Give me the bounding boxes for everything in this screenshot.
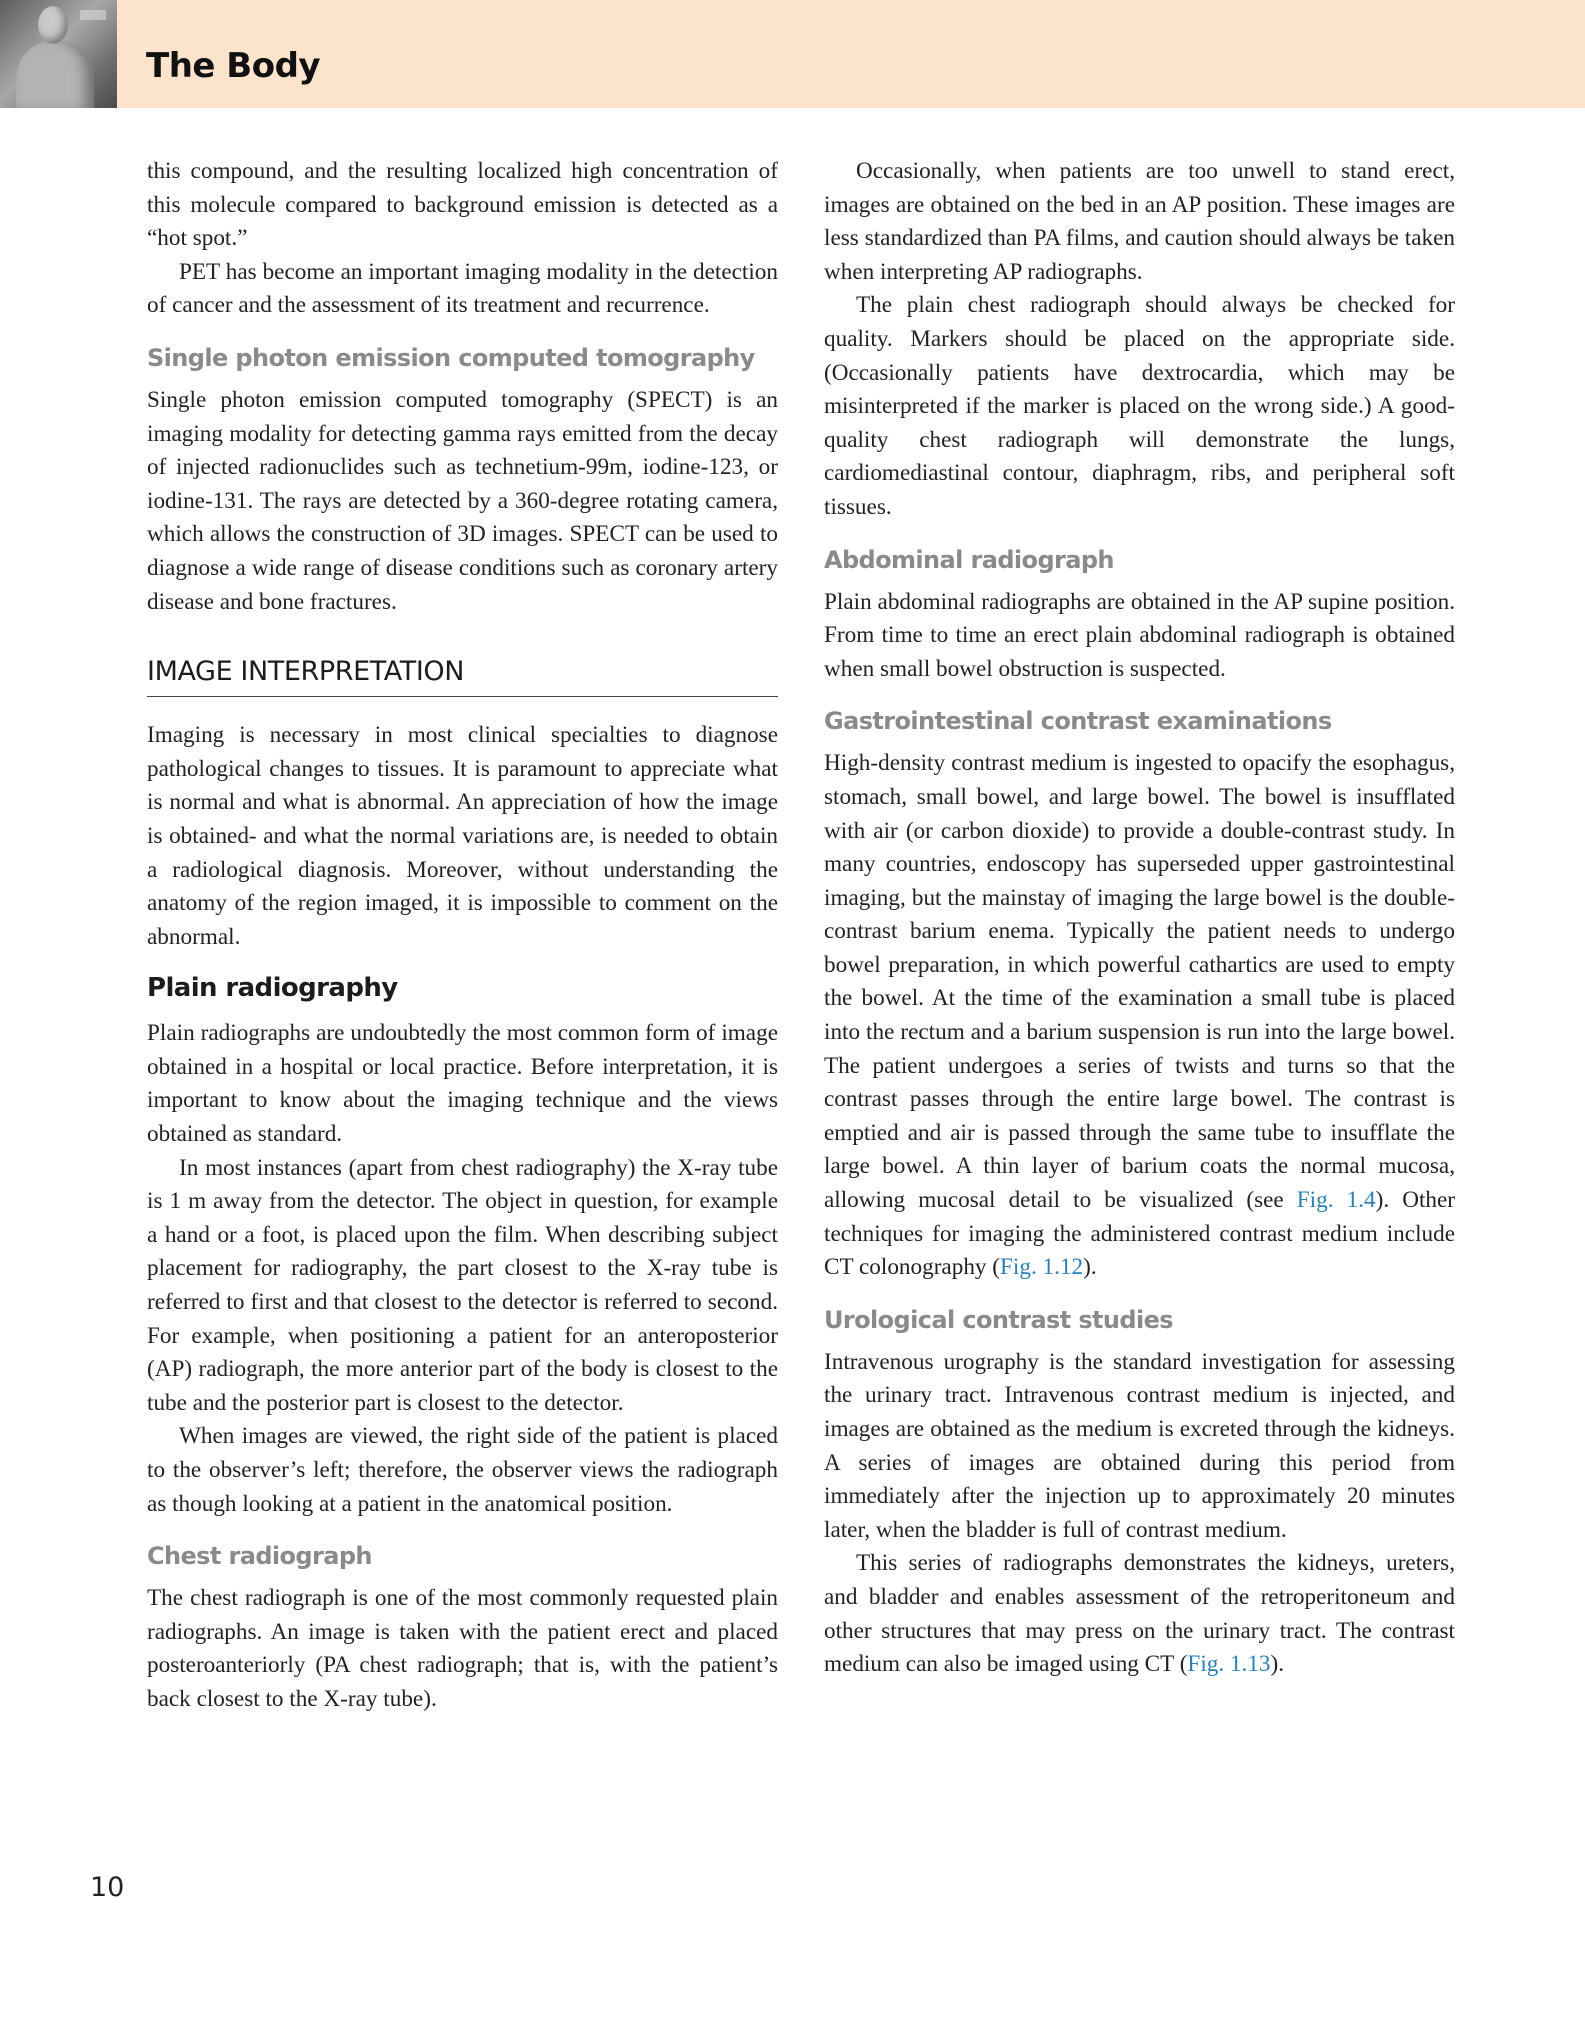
main-section-heading: IMAGE INTERPRETATION	[147, 655, 778, 697]
section-heading: Plain radiography	[147, 973, 398, 1004]
paragraph: The plain chest radiograph should always be checked for quality. Markers should be placed on the appropriate side. (Occasionally patients have dextrocardia, which may be misinterpreted if the marker is placed on the wrong side.) A good-quality chest radiograph will demonstrate the lungs, cardiomediastinal contour, diaphragm, ribs, and peripheral soft tissues.	[824, 292, 1455, 520]
human-figure-icon	[0, 0, 117, 108]
paragraph: In most instances (apart from chest radiography) the X-ray tube is 1 m away from the detector. The object in question, for example a hand or a foot, is placed upon the film. When describing subject placement for radiography, the part closest to the X-ray tube is referred to first and that closest to the detector is referred to second. For example, when positioning a patient for an anteroposterior (AP) radiograph, the more anterior part of the body is closest to the tube and the posterior part is closest to the detector.	[147, 1154, 778, 1416]
paragraph: Intravenous urography is the standard investigation for assessing the urinary tract. Intravenous contrast medium is injected, and images are obtained as the medium is excreted through the kidneys. A series of images are obtained during this period from immediately after the injection up to approximately 20 minutes later, when the bladder is full of contrast medium.	[824, 1348, 1455, 1543]
figure-link[interactable]: Fig. 1.13	[1187, 1651, 1271, 1678]
section-heading: Abdominal radiograph	[824, 545, 1114, 574]
right-column	[824, 155, 1455, 1682]
page-number: 10	[90, 1872, 125, 1903]
paragraph: Plain radiographs are undoubtedly the most common form of image obtained in a hospital or local practice. Before interpretation, it is important to know about the imaging technique and the views obtained as standard.	[147, 1020, 778, 1148]
figure-link[interactable]: Fig. 1.12	[1000, 1254, 1084, 1281]
paragraph-text: ). Other techniques for imaging the administered contrast medium include CT colonography (	[824, 1187, 1455, 1281]
section-heading: Urological contrast studies	[824, 1305, 1173, 1334]
figure-link[interactable]: Fig. 1.4	[1296, 1187, 1376, 1214]
paragraph: PET has become an important imaging modality in the detection of cancer and the assessment of its treatment and recurrence.	[147, 258, 778, 319]
page-header	[0, 0, 1585, 108]
paragraph: this compound, and the resulting localized high concentration of this molecule compared to background emission is detected as a “hot spot.”	[147, 158, 778, 252]
paragraph: Single photon emission computed tomography (SPECT) is an imaging modality for detecting gamma rays emitted from the decay of injected radionuclides such as technetium-99m, iodine-123, or iodine-131. The rays are detected by a 360-degree rotating camera, which allows the construction of 3D images. SPECT can be used to diagnose a wide range of disease conditions such as coronary artery disease and bone fractures.	[147, 386, 778, 615]
paragraph	[824, 1547, 1455, 1681]
paragraph: When images are viewed, the right side of the patient is placed to the observer’s left; therefore, the observer views the radiograph as though looking at a patient in the anatomical position.	[147, 1423, 778, 1517]
paragraph-text: This series of radiographs demonstrates the kidneys, ureters, and bladder and enables assessment of the retroperitoneum and other structures that may press on the urinary tract. The contrast medium can also be imaged using CT (	[824, 1550, 1455, 1678]
section-heading: Single photon emission computed tomography	[147, 343, 755, 372]
paragraph: Occasionally, when patients are too unwell to stand erect, images are obtained on the bed in an AP position. These images are less standardized than PA films, and caution should always be taken when interpreting AP radiographs.	[824, 158, 1455, 285]
chapter-title: The Body	[146, 46, 321, 86]
left-column	[147, 155, 778, 1717]
section-heading: Chest radiograph	[147, 1542, 372, 1571]
paragraph	[824, 747, 1455, 1285]
paragraph: The chest radiograph is one of the most commonly requested plain radiographs. An image is taken with the patient erect and placed posteroanteriorly (PA chest radiograph; that is, with the patient’s back closest to the X-ray tube).	[147, 1585, 778, 1712]
paragraph-text: High-density contrast medium is ingested to opacify the esophagus, stomach, small bowel, and large bowel. The bowel is insufflated with air (or carbon dioxide) to provide a double-contrast study. In many countries, endoscopy has superseded upper gastrointestinal imaging, but the mainstay of imaging the large bowel is the double-contrast barium enema. Typically the patient needs to undergo bowel preparation, in which powerful cathartics are used to empty the bowel. At the time of the examination a small tube is placed into the rectum and a barium suspension is run into the large bowel. The patient undergoes a series of twists and turns so that the contrast passes through the entire large bowel. The contrast is emptied and air is passed through the same tube to insufflate the large bowel. A thin layer of barium coats the normal mucosa, allowing mucosal detail to be visualized (see	[824, 750, 1455, 1214]
paragraph-text: ).	[1083, 1254, 1097, 1281]
paragraph: Imaging is necessary in most clinical specialties to diagnose pathological changes to tissues. It is paramount to appreciate what is normal and what is abnormal. An appreciation of how the image is obtained- and what the normal variations are, is needed to obtain a radiological diagnosis. Moreover, without understanding the anatomy of the region imaged, it is impossible to comment on the abnormal.	[147, 722, 778, 950]
section-heading: Gastrointestinal contrast examinations	[824, 707, 1332, 736]
paragraph-text: ).	[1270, 1651, 1285, 1678]
paragraph: Plain abdominal radiographs are obtained in the AP supine position. From time to time an erect plain abdominal radiograph is obtained when small bowel obstruction is suspected.	[824, 588, 1455, 682]
